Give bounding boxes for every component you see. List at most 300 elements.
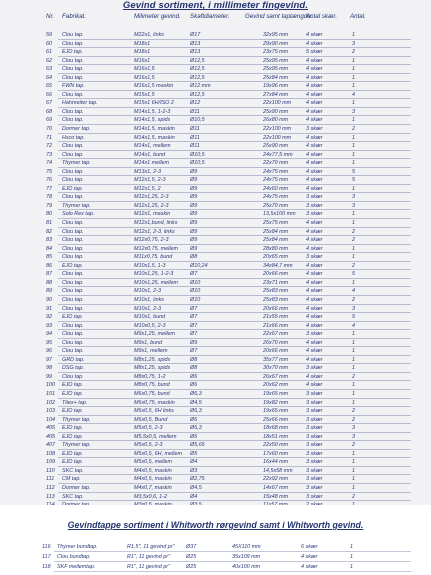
cell-antal: 1: [352, 245, 355, 252]
cell-antal-skaer: 3 skær: [306, 408, 323, 415]
cell-antal: 1: [352, 83, 355, 90]
cell-antal: 1: [352, 134, 355, 141]
cell-antal: 2: [352, 262, 355, 269]
table-row: [0, 193, 431, 202]
cell-nr: 79: [46, 202, 52, 209]
table-row: [0, 134, 431, 143]
table-row: [0, 142, 431, 151]
cell-gevind: M9x1, mellem: [134, 348, 168, 355]
cell-fabrikat: Clou tap.: [62, 143, 84, 150]
table-row: [0, 433, 431, 442]
cell-antal-skaer: 4 skær: [306, 57, 323, 64]
cell-gevind: R1,5", 11 gevind pr": [127, 544, 175, 550]
cell-nr: 84: [46, 245, 52, 252]
cell-gevind: M5x0,5, mellem: [134, 459, 173, 466]
cell-skaftdiameter: Ø13: [190, 49, 201, 56]
cell-antal: 1: [352, 382, 355, 389]
cell-nr: 407: [46, 442, 55, 449]
cell-nr: 65: [46, 83, 52, 90]
cell-fabrikat: Clou tap.: [62, 254, 84, 261]
cell-nr: 77: [46, 185, 52, 192]
cell-skaftdiameter: Ø25: [186, 564, 197, 570]
cell-laengde: 20x66 mm: [263, 348, 289, 355]
cell-skaftdiameter: Ø6: [190, 382, 198, 389]
cell-skaftdiameter: Ø6,3: [190, 408, 202, 415]
cell-nr: 405: [46, 425, 55, 432]
cell-antal: 2: [352, 296, 355, 303]
cell-gevind: M15x1,5: [134, 91, 155, 98]
cell-laengde: 40x100 mm: [232, 564, 261, 570]
cell-gevind: M14x1,5, maskin: [134, 134, 175, 141]
cell-antal: 1: [352, 185, 355, 192]
cell-fabrikat: Thymer bundtap.: [57, 544, 98, 550]
cell-antal: 1: [352, 459, 355, 466]
table-row: [0, 245, 431, 254]
cell-skaftdiameter: Ø12: [190, 100, 201, 107]
cell-antal: 2: [352, 49, 355, 56]
cell-skaftdiameter: Ø9: [190, 168, 198, 175]
cell-fabrikat: Clou tap.: [62, 177, 84, 184]
cell-antal-skaer: 6 skær: [301, 544, 318, 550]
table-row: [0, 202, 431, 211]
cell-gevind: M18x1: [134, 49, 151, 56]
cell-laengde: 26x80 mm: [263, 117, 289, 124]
cell-laengde: 19x82 mm: [263, 399, 289, 406]
cell-antal-skaer: 4 skær: [306, 279, 323, 286]
table-row: [0, 31, 431, 40]
cell-antal: 1: [350, 564, 353, 570]
cell-laengde: 32x95 mm: [263, 32, 289, 38]
cell-laengde: 25x70 mm: [263, 202, 289, 209]
cell-nr: 80: [46, 211, 52, 218]
cell-antal-skaer: 4 skær: [306, 151, 323, 158]
cell-antal-skaer: 3 skær: [306, 493, 323, 500]
cell-gevind: M12x1,5, 2: [134, 185, 161, 192]
cell-laengde: 35x109 mm: [232, 554, 261, 560]
cell-fabrikat: Clou tap.: [62, 237, 84, 244]
cell-fabrikat: Hahnreiter tap.: [62, 100, 98, 107]
cell-nr: 74: [46, 160, 52, 167]
sortiment-table: [0, 31, 431, 518]
cell-antal: 1: [352, 476, 355, 483]
cell-laengde: 23x71 mm: [263, 279, 289, 286]
cell-skaftdiameter: Ø10,24: [190, 262, 208, 269]
cell-laengde: 22x100 mm: [263, 134, 292, 141]
cell-antal: 1: [352, 211, 355, 218]
cell-gevind: M14x1,5, maskin: [134, 126, 175, 133]
cell-gevind: M14x1, bund: [134, 151, 166, 158]
table-row: [0, 236, 431, 245]
cell-skaftdiameter: Ø12,5: [190, 74, 205, 81]
cell-nr: 90: [46, 296, 52, 303]
cell-laengde: 22x92 mm: [263, 476, 289, 483]
cell-gevind: M16x1,5: [134, 74, 155, 81]
cell-nr: 75: [46, 168, 52, 175]
cell-fabrikat: EJO tap.: [62, 49, 83, 56]
table-row: [0, 542, 431, 552]
table-row: [0, 40, 431, 49]
cell-gevind: M9x1,25, mellem: [134, 331, 176, 338]
cell-fabrikat: CM tap.: [62, 476, 81, 483]
cell-laengde: 25x95 mm: [263, 66, 289, 73]
cell-laengde: 22x70 mm: [263, 160, 289, 167]
cell-skaftdiameter: Ø7: [190, 322, 198, 329]
cell-antal: 4: [352, 91, 355, 98]
cell-antal-skaer: 4 skær: [306, 373, 323, 380]
cell-fabrikat: Clou tap.: [62, 228, 84, 235]
cell-skaftdiameter: Ø17: [190, 32, 201, 38]
cell-gevind: M12x1, 2-3. links: [134, 228, 175, 235]
cell-antal: 2: [352, 228, 355, 235]
cell-skaftdiameter: Ø9: [190, 194, 198, 201]
cell-gevind: M6x0,5, Bund: [134, 416, 168, 423]
table-row: [0, 381, 431, 390]
cell-gevind: M9x1, bund: [134, 339, 163, 346]
cell-fabrikat: Clou tap.: [62, 288, 84, 295]
cell-fabrikat: EJO tap.: [62, 408, 83, 415]
cell-antal-skaer: 4 skær: [306, 228, 323, 235]
table-row: [0, 305, 431, 314]
cell-gevind: M6x0,5, 6H links: [134, 408, 174, 415]
cell-antal-skaer: 4 skær: [306, 134, 323, 141]
cell-fabrikat: SKC tap.: [62, 493, 84, 500]
cell-nr: 113: [46, 493, 55, 500]
table-row: [0, 339, 431, 348]
cell-skaftdiameter: Ø4,5: [190, 399, 202, 406]
cell-fabrikat: Thymer tap.: [62, 442, 91, 449]
cell-laengde: 20x65 mm: [263, 254, 289, 261]
cell-antal: 1: [352, 220, 355, 227]
section2-title: Gevindtappe sortiment i Whitworth rørgevind samt i Whitworth gevind.: [67, 520, 364, 530]
cell-skaftdiameter: Ø12,5: [190, 91, 205, 98]
cell-fabrikat: Clou bundtap.: [57, 554, 91, 560]
cell-fabrikat: EJO tap.: [62, 425, 83, 432]
cell-gevind: M12x1,bund, links: [134, 220, 178, 227]
cell-antal: 3: [352, 433, 355, 440]
header-gevind-taplaengde: Gevind samt taplængde.: [245, 13, 313, 20]
cell-nr: 68: [46, 108, 52, 115]
table-row: [0, 91, 431, 100]
cell-antal: 1: [352, 339, 355, 346]
cell-nr: 102: [46, 399, 55, 406]
cell-nr: 118: [42, 564, 51, 570]
cell-skaftdiameter: Ø6: [190, 373, 198, 380]
cell-antal: 1: [352, 467, 355, 474]
table-header: [0, 13, 431, 25]
cell-antal: 3: [352, 194, 355, 201]
cell-laengde: 25x66 mm: [263, 416, 289, 423]
cell-nr: 104: [46, 416, 55, 423]
table-row: [0, 253, 431, 262]
cell-laengde: 19x96 mm: [263, 83, 289, 90]
table-row: [0, 552, 431, 562]
cell-skaftdiameter: Ø5: [190, 450, 198, 457]
cell-skaftdiameter: Ø11: [190, 108, 200, 115]
cell-antal-skaer: 4 skær: [306, 83, 323, 90]
cell-antal-skaer: 4 skær: [306, 143, 323, 150]
cell-fabrikat: Clou tap.: [62, 296, 84, 303]
table-row: [0, 125, 431, 134]
cell-antal-skaer: 3 skær: [306, 433, 323, 440]
whitworth-table: [0, 542, 431, 572]
table-row: [0, 159, 431, 168]
cell-gevind: M10x1,5, 1-3: [134, 262, 166, 269]
cell-nr: 91: [46, 305, 52, 312]
cell-fabrikat: Thymer tap.: [62, 160, 91, 167]
cell-nr: 85: [46, 254, 52, 261]
table-row: [0, 48, 431, 57]
cell-laengde: 22x67 mm: [263, 331, 289, 338]
cell-gevind: M15x1 6H/ISO 2: [134, 100, 174, 107]
cell-nr: 98: [46, 365, 52, 372]
cell-antal-skaer: 4 skær: [306, 177, 323, 184]
cell-antal-skaer: 4 skær: [306, 271, 323, 278]
cell-antal: 1: [352, 356, 355, 363]
cell-antal-skaer: 3 skær: [306, 484, 323, 491]
cell-nr: 64: [46, 74, 52, 81]
cell-gevind: M4x0,7, maskin: [134, 484, 172, 491]
table-row: [0, 185, 431, 194]
cell-antal-skaer: 4 skær: [306, 288, 323, 295]
cell-gevind: M16x1,5: [134, 66, 155, 73]
cell-gevind: M18x1: [134, 40, 151, 47]
cell-gevind: M12x1,25, 2-3: [134, 194, 169, 201]
table-row: [0, 347, 431, 356]
table-row: [0, 279, 431, 288]
table-row: [0, 390, 431, 399]
cell-antal-skaer: 4 skær: [306, 66, 323, 73]
cell-antal-skaer: 3 skær: [306, 425, 323, 432]
cell-antal: 2: [352, 408, 355, 415]
cell-skaftdiameter: Ø10: [190, 279, 201, 286]
cell-nr: 87: [46, 271, 52, 278]
cell-antal: 1: [352, 117, 355, 124]
cell-laengde: 20x66 mm: [263, 271, 289, 278]
cell-laengde: 24x75 mm: [263, 168, 289, 175]
table-row: [0, 562, 431, 572]
cell-laengde: 14x67 mm: [263, 484, 289, 491]
cell-antal: 5: [352, 314, 355, 321]
cell-gevind: M14x1,5, spids: [134, 117, 171, 124]
cell-antal-skaer: 4 skær: [306, 382, 323, 389]
cell-nr: 116: [42, 544, 51, 550]
table-row: [0, 373, 431, 382]
cell-laengde: 25x75 mm: [263, 220, 289, 227]
cell-antal: 1: [352, 32, 355, 38]
cell-laengde: 17x60 mm: [263, 450, 289, 457]
cell-antal-skaer: 4 skær: [306, 314, 323, 321]
cell-antal-skaer: 3 skær: [306, 476, 323, 483]
cell-antal: 1: [350, 554, 353, 560]
cell-skaftdiameter: Ø10,5: [190, 151, 205, 158]
cell-gevind: M5x0,5, 6H, mellem: [134, 450, 182, 457]
cell-antal-skaer: 4 skær: [306, 305, 323, 312]
cell-antal-skaer: 3 skær: [306, 254, 323, 261]
cell-antal-skaer: 4 skær: [306, 185, 323, 192]
cell-antal: 2: [352, 237, 355, 244]
cell-gevind: M11x0,75, bund: [134, 254, 173, 261]
cell-fabrikat: Thymer tap.: [62, 202, 91, 209]
cell-antal: 5: [352, 271, 355, 278]
cell-antal: 5: [352, 168, 355, 175]
cell-antal: 1: [352, 160, 355, 167]
cell-antal-skaer: 4 skær: [306, 117, 323, 124]
cell-laengde: 25x84 mm: [263, 228, 289, 235]
cell-antal-skaer: 3 skær: [306, 211, 323, 218]
cell-antal-skaer: 3 skær: [306, 202, 323, 209]
cell-fabrikat: EJO tap.: [62, 262, 83, 269]
cell-laengde: 27x84 mm: [263, 91, 289, 98]
cell-nr: 60: [46, 40, 52, 47]
cell-antal: 4: [352, 288, 355, 295]
table-row: [0, 441, 431, 450]
cell-antal-skaer: 4 skær: [306, 296, 323, 303]
cell-laengde: 25x90 mm: [263, 143, 289, 150]
cell-laengde: 24x75 mm: [263, 177, 289, 184]
header-milimeter-gevind: Milimeter gevind.: [134, 13, 181, 20]
cell-antal: 1: [352, 450, 355, 457]
cell-gevind: M12x1,5, 2-3: [134, 177, 166, 184]
cell-laengde: 29x90 mm: [263, 40, 289, 47]
table-row: [0, 450, 431, 459]
table-row: [0, 399, 431, 408]
cell-skaftdiameter: Ø10,5: [190, 117, 205, 124]
cell-skaftdiameter: Ø9: [190, 220, 198, 227]
table-row: [0, 313, 431, 322]
cell-skaftdiameter: Ø7: [190, 314, 198, 321]
cell-gevind: M4x0,5, maskin: [134, 467, 172, 474]
cell-gevind: M10x0,5, 2-3: [134, 322, 166, 329]
table-row: [0, 151, 431, 160]
cell-fabrikat: EJO tap.: [62, 185, 83, 192]
cell-fabrikat: Clou tap.: [62, 66, 84, 73]
cell-nr: 76: [46, 177, 52, 184]
cell-fabrikat: GRD tap.: [62, 356, 85, 363]
cell-antal: 1: [352, 348, 355, 355]
cell-skaftdiameter: Ø6: [190, 416, 198, 423]
cell-skaftdiameter: Ø6,3: [190, 390, 202, 397]
cell-skaftdiameter: Ø12,5: [190, 57, 205, 64]
cell-antal-skaer: 3 skær: [306, 126, 323, 133]
cell-laengde: 24x77,5 mm: [263, 151, 293, 158]
table-row: [0, 210, 431, 219]
table-row: [0, 82, 431, 91]
cell-laengde: 21x55 mm: [263, 314, 289, 321]
cell-antal-skaer: 3 skær: [306, 459, 323, 466]
cell-skaftdiameter: Ø4,5: [190, 484, 202, 491]
cell-nr: 82: [46, 228, 52, 235]
cell-laengde: 19x65 mm: [263, 408, 289, 415]
cell-skaftdiameter: Ø11: [190, 143, 200, 150]
cell-skaftdiameter: Ø25: [186, 554, 197, 560]
table-row: [0, 74, 431, 83]
cell-antal: 1: [350, 544, 353, 550]
cell-laengde: 24x75 mm: [263, 194, 289, 201]
cell-antal: 2: [352, 442, 355, 449]
cell-antal-skaer: 3 skær: [306, 467, 323, 474]
cell-nr: 72: [46, 143, 52, 150]
cell-nr: 73: [46, 151, 52, 158]
cell-gevind: M14x1, mellem: [134, 143, 171, 150]
cell-antal-skaer: 4 skær: [306, 348, 323, 355]
cell-antal-skaer: 4 skær: [306, 220, 323, 227]
cell-laengde: 25x84 mm: [263, 74, 289, 81]
cell-skaftdiameter: Ø4: [190, 459, 198, 466]
cell-fabrikat: Clou tap.: [62, 74, 84, 81]
cell-laengde: 28x80 mm: [263, 245, 289, 252]
cell-gevind: M10x1, 2-3: [134, 305, 161, 312]
table-row: [0, 116, 431, 125]
cell-skaftdiameter: Ø9: [190, 185, 198, 192]
cell-laengde: 35x77 mm: [263, 356, 289, 363]
table-row: [0, 287, 431, 296]
cell-antal-skaer: 3 skær: [306, 450, 323, 457]
cell-gevind: R1", 11 gevind pr": [127, 554, 170, 560]
cell-skaftdiameter: Ø11: [190, 134, 200, 141]
cell-fabrikat: Clou tap.: [62, 151, 84, 158]
cell-skaftdiameter: Ø9: [190, 237, 198, 244]
table-row: [0, 168, 431, 177]
cell-antal-skaer: 4 skær: [306, 74, 323, 81]
header-fabrikat: Fabrikat.: [62, 13, 87, 20]
cell-nr: 70: [46, 126, 52, 133]
header-antal-skaer: Antal skær.: [306, 13, 338, 20]
cell-antal: 3: [352, 202, 355, 209]
cell-nr: 67: [46, 100, 52, 107]
cell-fabrikat: Clou tap.: [62, 245, 84, 252]
header-nr: Nr.: [46, 13, 55, 20]
cell-skaftdiameter: Ø8: [190, 356, 198, 363]
table-row: [0, 108, 431, 117]
header-antal: Antal.: [350, 13, 366, 20]
cell-nr: 95: [46, 339, 52, 346]
cell-antal: 1: [352, 66, 355, 73]
cell-fabrikat: Clou tap.: [62, 339, 84, 346]
cell-antal: 1: [352, 151, 355, 158]
table-row: [0, 484, 431, 493]
cell-fabrikat: Clou tap.: [62, 331, 84, 338]
page-title: Gevind sortiment, i millimeter fingevind.: [122, 0, 309, 11]
cell-nr: 63: [46, 66, 52, 73]
cell-fabrikat: Clou tap.: [62, 32, 84, 38]
cell-nr: 96: [46, 348, 52, 355]
cell-laengde: 20x62 mm: [263, 382, 289, 389]
cell-skaftdiameter: Ø9: [190, 339, 198, 346]
cell-skaftdiameter: Ø4: [190, 493, 198, 500]
cell-laengde: 18x68 mm: [263, 425, 289, 432]
cell-fabrikat: EJO tap.: [62, 459, 83, 466]
cell-antal: 3: [352, 40, 355, 47]
cell-gevind: M16x1,5 maskin: [134, 83, 174, 90]
cell-fabrikat: Hsco tap.: [62, 134, 85, 141]
table-row: [0, 458, 431, 467]
cell-gevind: M6x0,75, bund: [134, 390, 170, 397]
cell-laengde: 15x48 mm: [263, 493, 289, 500]
cell-gevind: M8x1,25, spids: [134, 365, 171, 372]
cell-fabrikat: EJO tap.: [62, 433, 83, 440]
cell-fabrikat: Clou tap.: [62, 194, 84, 201]
cell-nr: 66: [46, 91, 52, 98]
cell-antal: 2: [352, 493, 355, 500]
cell-antal: 1: [352, 399, 355, 406]
cell-gevind: M10x1, bund: [134, 314, 166, 321]
cell-antal: 2: [352, 416, 355, 423]
cell-nr: 62: [46, 57, 52, 64]
cell-skaftdiameter: Ø5,65: [190, 442, 205, 449]
cell-fabrikat: Clou tap.: [62, 322, 84, 329]
cell-nr: 99: [46, 373, 52, 380]
cell-gevind: M3,5x0,6, 1-2: [134, 493, 167, 500]
